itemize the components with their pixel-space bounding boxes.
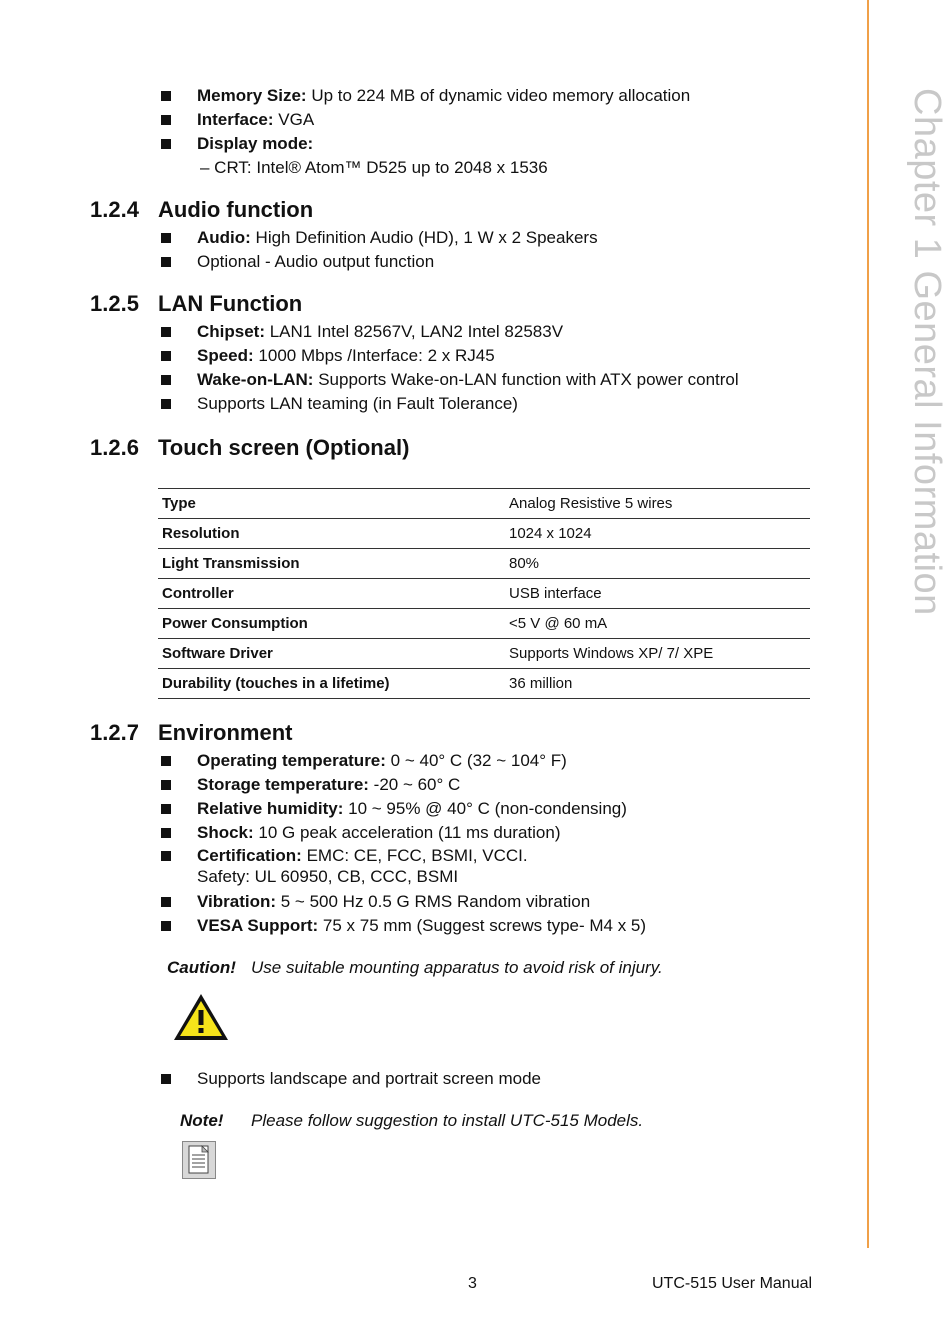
section-number: 1.2.6 xyxy=(90,435,139,460)
item-text: 10 ~ 95% @ 40° C (non-condensing) xyxy=(343,799,627,818)
list-item xyxy=(90,890,815,914)
note-text: Please follow suggestion to install UTC-515 Models. xyxy=(251,1111,644,1130)
spec-key: Type xyxy=(158,489,505,519)
note-label: Note! xyxy=(180,1111,224,1130)
audio-list xyxy=(90,226,815,274)
list-item xyxy=(90,914,815,938)
bullet-square-icon xyxy=(161,897,171,907)
section-heading-lan xyxy=(90,290,815,318)
item-label: Certification: xyxy=(197,846,302,865)
item-text: Up to 224 MB of dynamic video memory allocation xyxy=(306,86,691,105)
list-item xyxy=(90,320,815,344)
bullet-square-icon xyxy=(161,1074,171,1084)
item-text: Supports LAN teaming (in Fault Tolerance) xyxy=(197,394,518,413)
list-item xyxy=(90,392,815,416)
item-label: Chipset: xyxy=(197,322,265,341)
section-number: 1.2.7 xyxy=(90,720,139,745)
section-title: Environment xyxy=(158,720,293,745)
list-item xyxy=(90,773,815,797)
item-text: High Definition Audio (HD), 1 W x 2 Speakers xyxy=(250,228,598,247)
page-number: 3 xyxy=(468,1275,477,1292)
caution-text: Use suitable mounting apparatus to avoid risk of injury. xyxy=(251,958,663,977)
caution-block xyxy=(90,956,815,980)
environment-list xyxy=(90,749,815,938)
bullet-square-icon xyxy=(161,233,171,243)
item-label: Memory Size: xyxy=(197,86,307,105)
spec-key: Controller xyxy=(158,579,505,609)
note-block xyxy=(90,1109,815,1133)
item-text: 10 G peak acceleration (11 ms duration) xyxy=(253,823,561,842)
list-item xyxy=(90,797,815,821)
bullet-square-icon xyxy=(161,351,171,361)
table-row xyxy=(158,579,810,609)
display-mode-sub: – CRT: Intel® Atom™ D525 up to 2048 x 1536 xyxy=(200,158,548,177)
item-label: Vibration: xyxy=(197,892,277,911)
item-text: Supports Wake-on-LAN function with ATX power control xyxy=(313,370,739,389)
item-text-line2: Safety: UL 60950, CB, CCC, BSMI xyxy=(197,867,459,886)
spec-value: 36 million xyxy=(505,669,810,699)
lan-list xyxy=(90,320,815,416)
item-text: 1000 Mbps /Interface: 2 x RJ45 xyxy=(253,346,495,365)
bullet-square-icon xyxy=(161,828,171,838)
bullet-square-icon xyxy=(161,375,171,385)
item-text: EMC: CE, FCC, BSMI, VCCI. xyxy=(301,846,528,865)
table-row xyxy=(158,639,810,669)
spec-value: USB interface xyxy=(505,579,810,609)
list-item xyxy=(90,749,815,773)
section-heading-touch xyxy=(90,434,815,462)
section-number: 1.2.4 xyxy=(90,197,139,222)
item-text: 75 x 75 mm (Suggest screws type- M4 x 5) xyxy=(318,916,647,935)
spec-value: Analog Resistive 5 wires xyxy=(505,489,810,519)
item-label: Storage temperature: xyxy=(197,775,369,794)
warning-triangle-icon xyxy=(90,980,815,1047)
list-item xyxy=(90,821,815,845)
bullet-square-icon xyxy=(161,139,171,149)
caution-label: Caution! xyxy=(167,958,236,977)
table-row xyxy=(158,609,810,639)
manual-title: UTC-515 User Manual xyxy=(652,1275,813,1292)
item-label: Relative humidity: xyxy=(197,799,344,818)
section-title: Audio function xyxy=(158,197,314,222)
item-label: Speed: xyxy=(197,346,254,365)
table-row xyxy=(158,669,810,699)
section-title: Touch screen (Optional) xyxy=(158,435,410,460)
list-item xyxy=(90,108,815,132)
chapter-accent-rule xyxy=(867,0,869,1248)
item-text: Optional - Audio output function xyxy=(197,252,435,271)
item-text: 0 ~ 40° C (32 ~ 104° F) xyxy=(385,751,567,770)
item-text: VGA xyxy=(273,110,315,129)
item-label: Shock: xyxy=(197,823,254,842)
list-item xyxy=(90,84,815,108)
note-document-icon xyxy=(90,1133,815,1184)
spec-value: 1024 x 1024 xyxy=(505,519,810,549)
item-label: Display mode: xyxy=(197,134,314,153)
item-text: LAN1 Intel 82567V, LAN2 Intel 82583V xyxy=(265,322,564,341)
bullet-square-icon xyxy=(161,921,171,931)
item-label: Wake-on-LAN: xyxy=(197,370,314,389)
page-content xyxy=(90,84,815,1184)
bullet-square-icon xyxy=(161,257,171,267)
table-row xyxy=(158,489,810,519)
list-item xyxy=(90,344,815,368)
table-row xyxy=(158,549,810,579)
touch-spec-table xyxy=(158,488,810,699)
list-item xyxy=(90,1067,815,1091)
bullet-square-icon xyxy=(161,91,171,101)
spec-value: <5 V @ 60 mA xyxy=(505,609,810,639)
bullet-square-icon xyxy=(161,327,171,337)
spec-key: Software Driver xyxy=(158,639,505,669)
bullet-square-icon xyxy=(161,115,171,125)
list-item xyxy=(90,845,815,887)
item-label: Operating temperature: xyxy=(197,751,386,770)
spec-value: 80% xyxy=(505,549,810,579)
spec-key: Light Transmission xyxy=(158,549,505,579)
bullet-square-icon xyxy=(161,851,171,861)
section-title: LAN Function xyxy=(158,291,303,316)
chapter-title: Chapter 1 General Information xyxy=(906,88,948,616)
spec-key: Durability (touches in a lifetime) xyxy=(158,669,505,699)
section-heading-audio xyxy=(90,196,815,224)
spec-key: Resolution xyxy=(158,519,505,549)
display-list xyxy=(90,84,815,156)
list-item xyxy=(90,368,815,392)
bullet-square-icon xyxy=(161,756,171,766)
section-number: 1.2.5 xyxy=(90,291,139,316)
bullet-square-icon xyxy=(161,780,171,790)
bullet-square-icon xyxy=(161,399,171,409)
list-item xyxy=(90,250,815,274)
table-row xyxy=(158,519,810,549)
item-label: Interface: xyxy=(197,110,274,129)
spec-value: Supports Windows XP/ 7/ XPE xyxy=(505,639,810,669)
spec-key: Power Consumption xyxy=(158,609,505,639)
item-text: Supports landscape and portrait screen mode xyxy=(197,1069,541,1088)
item-text: 5 ~ 500 Hz 0.5 G RMS Random vibration xyxy=(276,892,591,911)
item-label: Audio: xyxy=(197,228,251,247)
bullet-square-icon xyxy=(161,804,171,814)
item-label: VESA Support: xyxy=(197,916,319,935)
extra-list xyxy=(90,1067,815,1091)
item-text: -20 ~ 60° C xyxy=(368,775,461,794)
list-item xyxy=(90,226,815,250)
section-heading-environment xyxy=(90,719,815,747)
list-item xyxy=(90,132,815,156)
